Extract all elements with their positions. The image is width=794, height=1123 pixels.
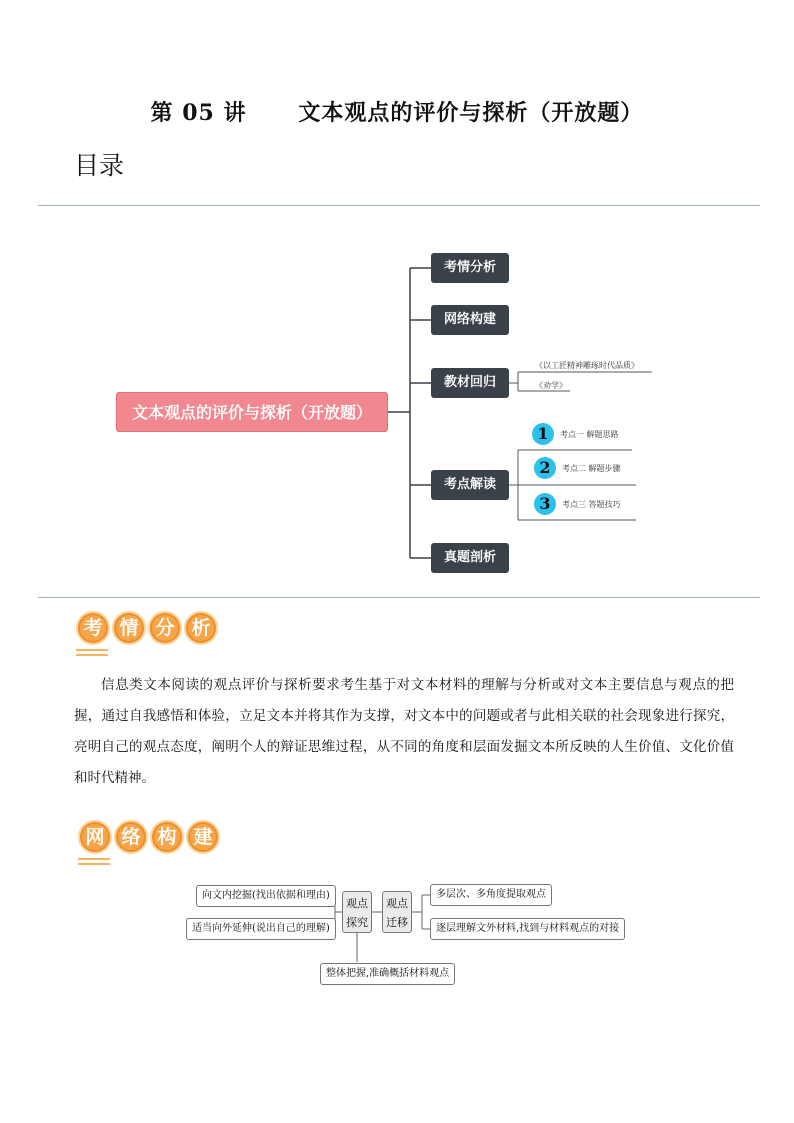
kaodian-leaf-1: 考点一 解题思路 — [560, 430, 619, 439]
net-center-guandian-tanjiu: 观点 探究 — [342, 891, 372, 933]
section-badge-wangluo — [78, 820, 220, 865]
badge-char: 考 — [76, 611, 110, 645]
net-box-dig-inward: 向文内挖掘(找出依据和理由) — [196, 885, 336, 907]
branch-wangluo-goujian[interactable]: 网络构建 — [431, 305, 509, 335]
intro-text: 信息类文本阅读的观点评价与探析要求考生基于对文本材料的理解与分析或对文本主要信息与观点的把握，通过自我感悟和体验，立足文本并将其作为支撑，对文本中的问题或者与此相关联的社会现象进行探究，亮明自己的观点态度，阐明个人的辩证思维过程，从不同的角度和层面发掘文本所反映的人生价值、文化价值和时代精神。 — [74, 677, 734, 786]
divider-mid — [38, 597, 760, 598]
badge-char: 络 — [114, 820, 148, 854]
badge-char: 构 — [150, 820, 184, 854]
net-box-overall-grasp: 整体把握,准确概括材料观点 — [320, 963, 455, 985]
net-box-layered-understanding: 逐层理解文外材料,找到与材料观点的对接 — [430, 918, 625, 940]
branch-zhenti-pouxi[interactable]: 真题剖析 — [431, 543, 509, 573]
net-center-guandian-qianyi: 观点 迁移 — [382, 891, 412, 933]
badge-char: 建 — [186, 820, 220, 854]
kaodian-leaf-2: 考点二 解题步骤 — [562, 464, 621, 473]
section-badge-kaoqing — [76, 611, 218, 656]
badge-underline — [78, 863, 110, 865]
net-box-extend-outward: 适当向外延伸(说出自己的理解) — [186, 918, 336, 940]
branch-jiaocai-huigui[interactable]: 教材回归 — [431, 368, 509, 398]
badge-underline — [76, 654, 108, 656]
number-circle-3: 3 — [534, 493, 556, 515]
badge-char: 析 — [184, 611, 218, 645]
textbook-leaf-2: 《劝学》 — [535, 381, 567, 390]
textbook-leaf-1: 《以工匠精神雕琢时代品质》 — [535, 361, 639, 370]
net-box-multilevel: 多层次、多角度提取观点 — [430, 884, 552, 906]
badge-char: 情 — [112, 611, 146, 645]
number-circle-1: 1 — [532, 423, 554, 445]
branch-kaoqing-fenxi[interactable]: 考情分析 — [431, 253, 509, 283]
badge-char: 分 — [148, 611, 182, 645]
branch-kaodian-jiedu[interactable]: 考点解读 — [431, 470, 509, 500]
toc-heading: 目录 — [74, 151, 125, 180]
badge-underline — [76, 649, 108, 651]
badge-char: 网 — [78, 820, 112, 854]
kaodian-leaf-3: 考点三 答题技巧 — [562, 500, 621, 509]
badge-underline — [78, 858, 110, 860]
mindmap-root-node: 文本观点的评价与探析（开放题） — [116, 392, 388, 432]
number-circle-2: 2 — [534, 457, 556, 479]
intro-paragraph — [74, 670, 734, 794]
document-title: 第 05 讲 文本观点的评价与探析（开放题） — [150, 100, 644, 126]
